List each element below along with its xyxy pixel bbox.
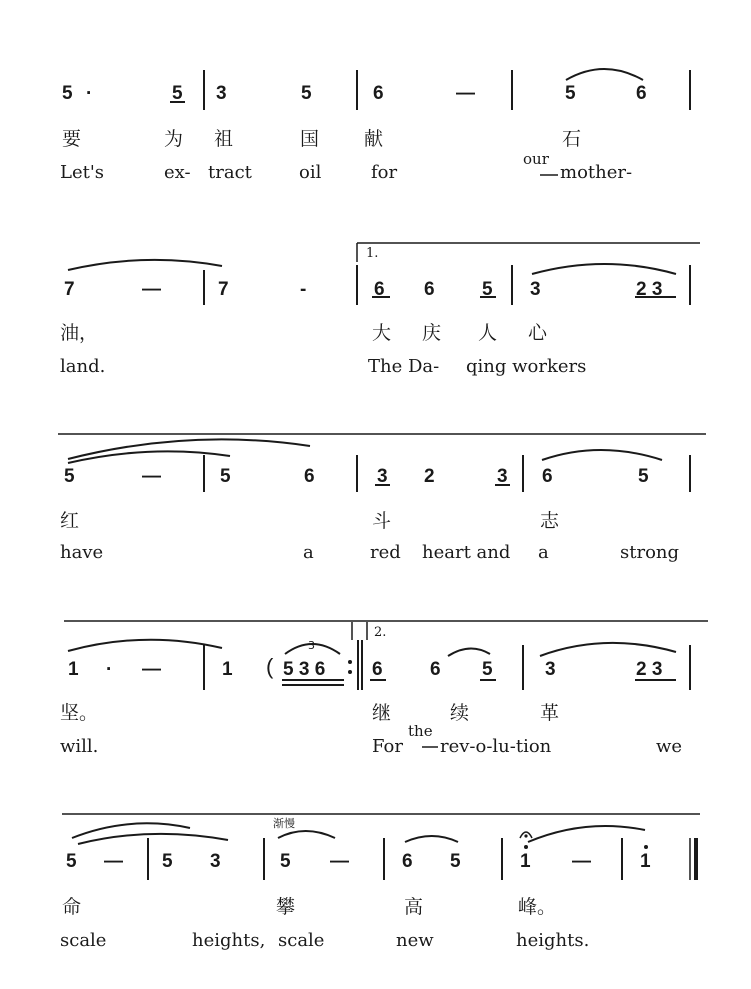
lyric-zh: 人 xyxy=(478,322,498,344)
lyric-zh: 大 xyxy=(372,322,392,344)
lyric-zh: 攀 xyxy=(276,896,296,918)
note: 1 xyxy=(520,851,531,872)
lyric-en: tract xyxy=(208,162,252,183)
lyric-zh: 志 xyxy=(540,510,560,532)
note: 2 3 xyxy=(636,279,663,300)
lyric-en: will. xyxy=(60,736,99,757)
lyric-zh: 继 xyxy=(372,702,392,724)
note: 6 xyxy=(402,851,413,872)
dash: — xyxy=(104,851,123,872)
lyric-en: land. xyxy=(60,356,106,377)
lyric-en: heights, xyxy=(192,930,266,951)
octave-dot xyxy=(644,845,648,849)
slur xyxy=(278,831,335,838)
lyric-zh: 续 xyxy=(450,702,470,724)
note: 5 xyxy=(172,83,183,104)
note: 5 xyxy=(220,466,231,487)
note: 3 xyxy=(210,851,221,872)
note: 3 xyxy=(377,466,388,487)
slur xyxy=(68,260,222,270)
lyric-en: mother- xyxy=(560,162,633,183)
parenthesis: ( xyxy=(266,654,274,679)
note: 6 xyxy=(542,466,553,487)
note: 1 xyxy=(640,851,651,872)
lyric-en: scale xyxy=(278,930,325,951)
note: 6 xyxy=(373,83,384,104)
lyric-zh: 坚。 xyxy=(60,702,99,724)
augmentation-dot: · xyxy=(86,83,93,104)
lyric-en: heart and xyxy=(422,542,511,563)
lyric-en: scale xyxy=(60,930,107,951)
fermata-dot xyxy=(524,834,527,837)
slur xyxy=(532,264,676,274)
lyric-zh: 庆 xyxy=(422,322,442,344)
lyric-zh: 斗 xyxy=(372,510,392,532)
slur xyxy=(566,69,643,80)
lyric-zh: 油， xyxy=(60,322,99,344)
lyric-zh: 命 xyxy=(62,896,82,918)
note: 6 xyxy=(424,279,435,300)
note: 5 xyxy=(162,851,173,872)
lyric-en: have xyxy=(60,542,104,563)
lyric-en: we xyxy=(656,736,683,757)
note: 3 xyxy=(530,279,541,300)
note: 5 xyxy=(482,279,493,300)
lyric-en: The Da- xyxy=(368,356,440,377)
repeat-dot xyxy=(348,660,352,664)
tempo-marking: 渐慢 xyxy=(273,817,295,830)
volta-label: 1. xyxy=(366,246,379,261)
dash: — xyxy=(142,466,161,487)
volta-label: 2. xyxy=(374,625,387,640)
note: 5 xyxy=(638,466,649,487)
dash: — xyxy=(142,659,161,680)
lyric-en: strong xyxy=(620,542,680,563)
note: 3 xyxy=(497,466,508,487)
augmentation-dot: · xyxy=(106,659,113,680)
slur xyxy=(448,648,490,656)
slur xyxy=(540,643,676,656)
note: 3 xyxy=(216,83,227,104)
lyric-en: a xyxy=(303,542,314,563)
lyric-en: oil xyxy=(299,162,322,183)
note: 6 xyxy=(374,279,385,300)
lyric-zh: 高 xyxy=(404,896,424,918)
lyric-en: new xyxy=(396,930,434,951)
note: 7 xyxy=(218,279,229,300)
lyric-en: For xyxy=(372,736,403,757)
dash: — xyxy=(330,851,349,872)
dash: — xyxy=(142,279,161,300)
dash: — xyxy=(572,851,591,872)
lyric-zh: 献 xyxy=(364,128,384,150)
lyric-en: ex- xyxy=(164,162,191,183)
lyric-en: red xyxy=(370,542,401,563)
lyric-zh: 革 xyxy=(540,702,560,724)
note: 2 xyxy=(424,466,435,487)
lyric-zh: 要 xyxy=(62,128,82,150)
lyric-zh: 国 xyxy=(300,128,320,150)
slur xyxy=(78,834,228,844)
note: 1 xyxy=(222,659,233,680)
octave-dot xyxy=(524,845,528,849)
note: 6 xyxy=(372,659,383,680)
dash: - xyxy=(300,279,307,300)
note: 6 xyxy=(430,659,441,680)
lyric-en: for xyxy=(371,162,398,183)
note: 5 xyxy=(280,851,291,872)
note: 6 xyxy=(636,83,647,104)
triplet-mark: 3 xyxy=(308,639,315,652)
lyric-en: our xyxy=(523,150,549,168)
lyric-en: Let's xyxy=(60,162,105,183)
slur xyxy=(68,640,222,651)
note: 1 xyxy=(68,659,79,680)
note: 6 xyxy=(304,466,315,487)
note: 5 xyxy=(62,83,73,104)
lyric-en: the xyxy=(408,722,433,740)
lyric-en: qing workers xyxy=(466,356,587,377)
lyric-zh: 祖 xyxy=(214,128,234,150)
slur xyxy=(405,836,458,842)
note: 5 xyxy=(64,466,75,487)
lyric-en: a xyxy=(538,542,549,563)
lyric-zh: 为 xyxy=(164,128,184,150)
repeat-dot xyxy=(348,670,352,674)
note: 2 3 xyxy=(636,659,663,680)
lyric-zh: 石 xyxy=(562,128,582,150)
slur xyxy=(528,826,645,842)
note: 5 xyxy=(565,83,576,104)
lyric-en: heights. xyxy=(516,930,590,951)
slur xyxy=(542,450,662,460)
lyric-zh: 红 xyxy=(60,510,80,532)
lyric-zh: 峰。 xyxy=(518,896,557,918)
lyric-en: rev-o-lu-tion xyxy=(440,736,552,757)
note: 7 xyxy=(64,279,75,300)
note: 3 xyxy=(545,659,556,680)
note: 5 xyxy=(301,83,312,104)
note: 5 xyxy=(66,851,77,872)
note: 5 xyxy=(450,851,461,872)
note: 5 xyxy=(482,659,493,680)
note-group: 5 3 6 xyxy=(283,659,326,680)
dash: — xyxy=(456,83,475,104)
lyric-zh: 心 xyxy=(528,322,548,344)
